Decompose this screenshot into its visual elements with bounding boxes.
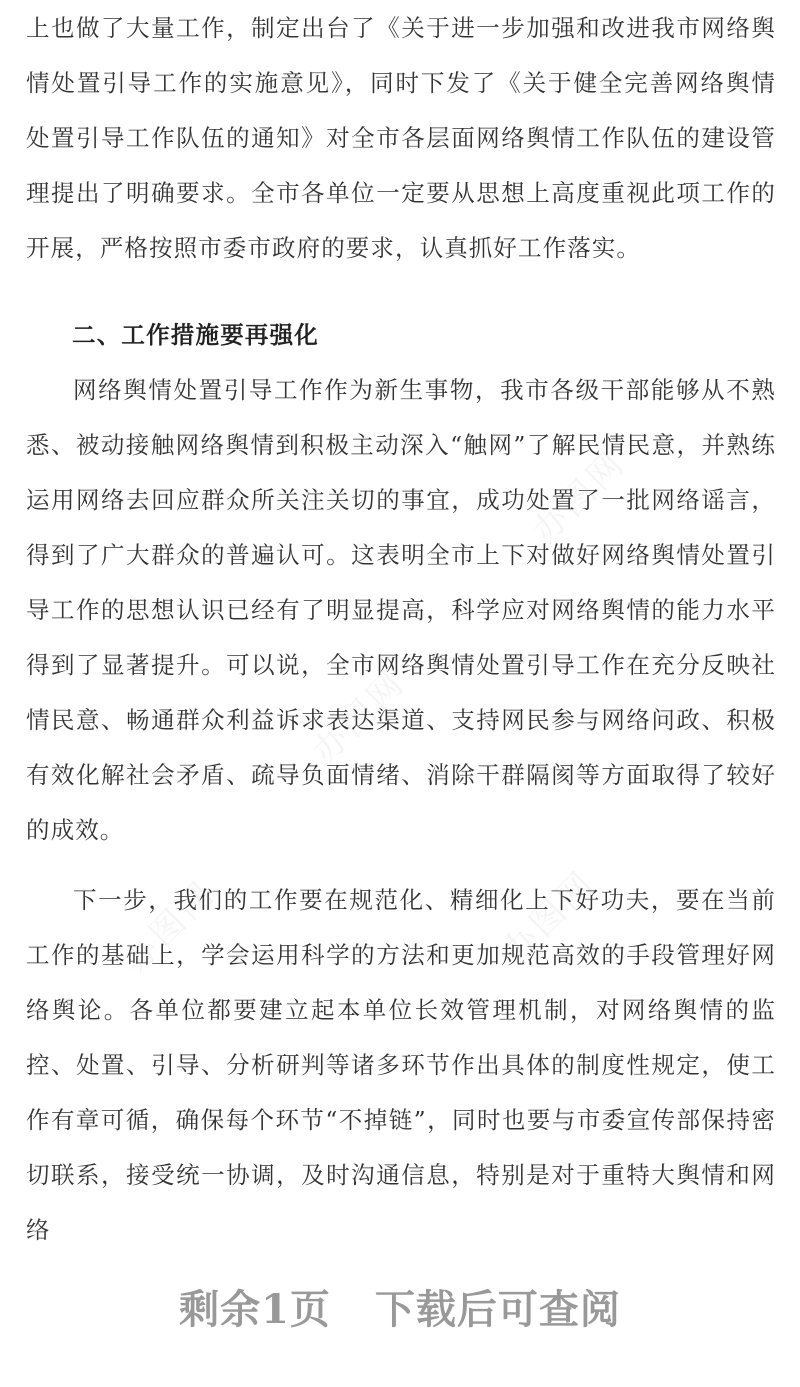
- paragraph-1: 上也做了大量工作，制定出台了《关于进一步加强和改进我市网络舆情处置引导工作的实施意见》，同时下发了《关于健全完善网络舆情处置引导工作队伍的通知》对全市各层面网络舆情工作队伍的建设管理提出了明确要求。全市各单位一定要从思想上高度重视此项工作的开展，严格按照市委市政府的要求，认真抓好工作落实。: [26, 14, 776, 262]
- paragraph-3: 下一步，我们的工作要在规范化、精细化上下好功夫，要在当前工作的基础上，学会运用科学的方法和更加规范高效的手段管理好网络舆论。各单位都要建立起本单位长效管理机制，对网络舆情的监控、处置、引导、分析研判等诸多环节作出具体的制度性规定，使工作有章可循，确保每个环节“不掉链”，同时也要与市委宣传部保持密切联系，接受统一协调，及时沟通信息，特别是对于重特大舆情和网络: [26, 886, 776, 1244]
- download-prompt-banner[interactable]: [0, 1280, 800, 1340]
- section-heading-2: 二、工作措施要再强化: [72, 321, 319, 349]
- watermark-text: 办图网: [305, 662, 414, 772]
- paragraph-2: 网络舆情处置引导工作作为新生事物，我市各级干部能够从不熟悉、被动接触网络舆情到积极主动深入“触网”了解民情民意，并熟练运用网络去回应群众所关注关切的事宜，成功处置了一批网络谣言，得到了广大群众的普遍认可。这表明全市上下对做好网络舆情处置引导工作的思想认识已经有了明显提高，科学应对网络舆情的能力水平得到了显著提升。可以说，全市网络舆情处置引导工作在充分反映社情民意、畅通群众利益诉求表达渠道、支持网民参与网络问政、积极有效化解社会矛盾、疏导负面情绪、消除干群隔阂等方面取得了较好的成效。: [26, 376, 776, 844]
- remaining-pages-label: 剩余1页: [179, 1286, 331, 1333]
- watermark-text: 办图网: [115, 872, 224, 982]
- download-to-view-label: 下载后可查阅: [374, 1286, 621, 1333]
- watermark-text: 办图网: [525, 442, 634, 552]
- watermark-text: 办图网: [495, 862, 604, 972]
